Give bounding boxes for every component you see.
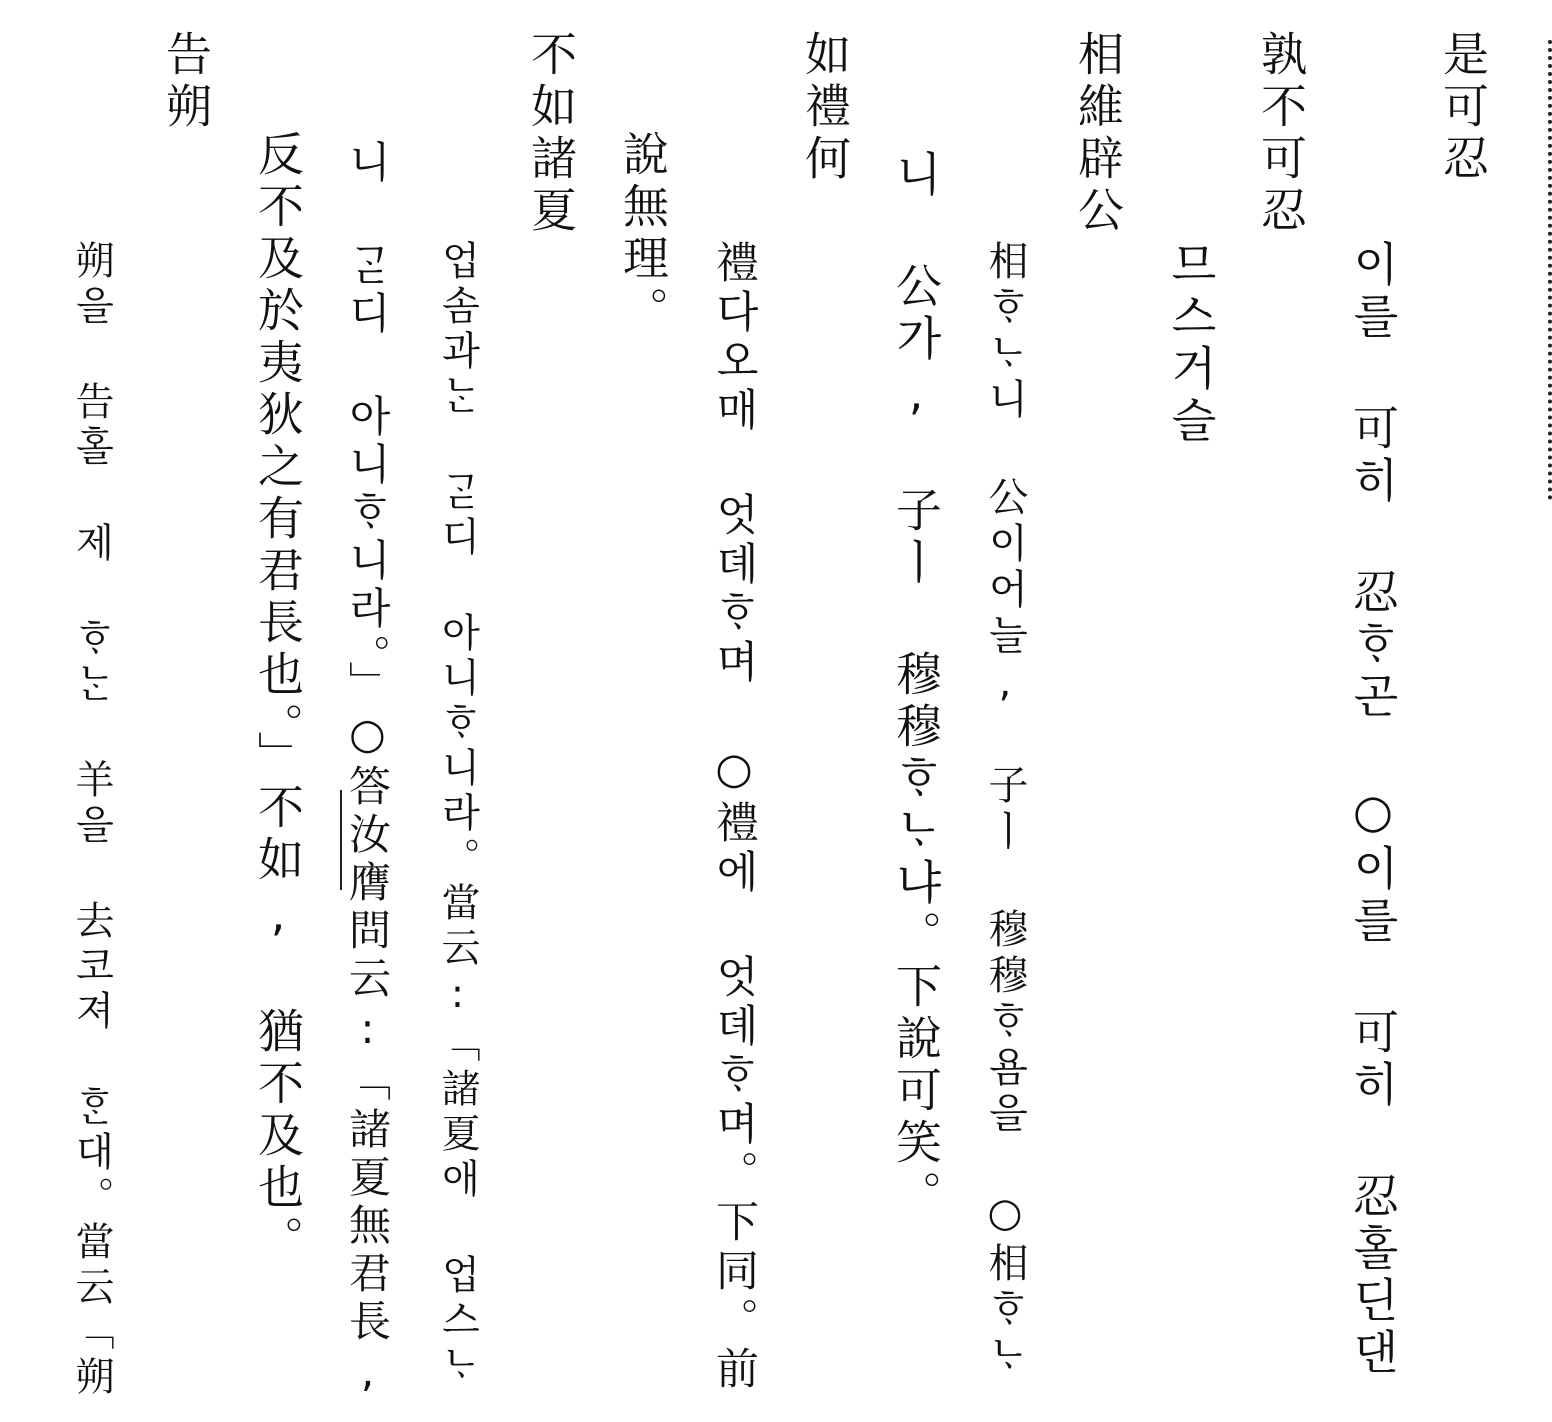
gloss-column-2: 므스거슬 [1164,240,1218,448]
heading-column-6: 告朔 [159,30,213,134]
side-line-mark [340,790,342,890]
gloss-column-4a: 禮다오매 엇뎨ᄒᆞ며 ○禮에 엇뎨ᄒᆞ며。下同。前 [709,240,759,1395]
heading-column-1: 是可忍 [1436,30,1490,186]
gloss-column-1: 이를 可히 忍ᄒᆞ곤 ○이를 可히 忍홀딘댄 [1346,240,1400,1380]
gloss-column-5c: 反不及於夷狄之有君長也。」不如, 猶不及也。 [251,130,305,1267]
gloss-column-5a: 업솜과ᄂᆞᆫ ᄀᆞᆮ디 아니ᄒᆞ니라。當云:「諸夏애 업스ᄂᆞ [435,240,480,1389]
gloss-column-5b: 니 ᄀᆞᆮ디 아니ᄒᆞ니라。」○答汝膺問云:「諸夏無君長, [343,140,392,1402]
heading-column-3: 相維辟公 [1071,30,1125,238]
page-edge-marks [1542,40,1552,500]
heading-column-5: 不如諸夏 [524,30,578,238]
gloss-column-4b: 說無理。 [616,130,670,338]
gloss-column-3a: 相ᄒᆞᄂᆞ니 公이어늘, 子ㅣ 穆穆ᄒᆞ욤을 ○相ᄒᆞᄂᆞ [982,240,1028,1380]
heading-column-4: 如禮何 [798,30,852,186]
heading-column-2: 孰不可忍 [1254,30,1308,238]
gloss-column-6: 朔을 告홀 제 ᄒᆞᄂᆞᆫ 羊을 去코져 ᄒᆞᆫ대。當云「朔 [69,240,114,1401]
gloss-column-3b: 니 公가, 子ㅣ 穆穆ᄒᆞᄂᆞ냐。下說可笑。 [889,150,943,1222]
